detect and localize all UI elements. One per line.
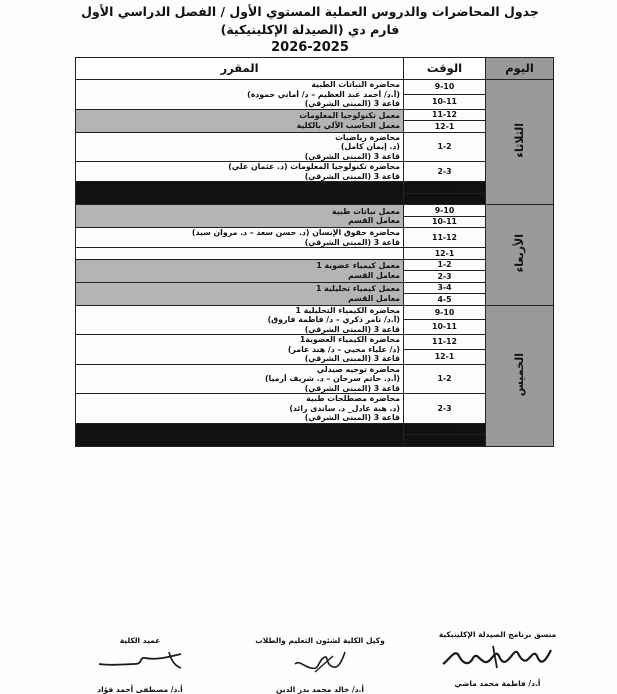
course-line: (أ.د. حاتم سرحان – د. شريف أرميا) <box>264 374 400 383</box>
table-row <box>76 305 554 320</box>
course-line: محاضرة النباتات الطبية <box>311 80 400 89</box>
course-line: محاضرة حقوق الإنسان (د. حسن سعد – د. مروان سيد) <box>191 228 400 237</box>
table-row <box>76 228 554 248</box>
table-row <box>76 335 554 350</box>
signature-role: وكيل الكلية لشئون التعليم والطلاب <box>255 636 385 645</box>
course-line: قاعة 3 (المبنى الشرقي) <box>304 151 400 161</box>
table-row <box>76 205 554 217</box>
course-line: محاضرة تكنولوجيا المعلومات (د. عثمان علي) <box>228 162 400 171</box>
lecture-cell <box>76 305 404 335</box>
course-line: قاعة 3 (المبنى الشرقي) <box>304 383 400 393</box>
table-row <box>76 132 554 162</box>
handwritten-signature-icon <box>433 642 563 672</box>
time-cell: 1-2 <box>404 259 486 271</box>
time-cell: 2-3 <box>404 271 486 283</box>
course-line: محاضرة رياضيات <box>335 132 400 142</box>
course-line: قاعة 3 (المبنى الشرقي) <box>304 354 400 363</box>
day-label: الأربعاء <box>512 234 526 273</box>
course-line: معامل القسم <box>348 293 400 303</box>
course-line: (أ.د/ أحمد عبد العظيم – د/ أماني حمودة) <box>247 89 400 99</box>
table-row <box>76 259 554 271</box>
course-line: محاضرة مصطلحات طبية <box>306 394 400 403</box>
lab-session-cell <box>76 109 404 132</box>
empty-slot-cell <box>76 182 404 205</box>
time-cell: 2-3 <box>404 394 486 424</box>
course-line: معمل كيمياء تحليلية 1 <box>315 284 400 293</box>
signature-block-dean <box>75 636 205 694</box>
time-cell: 4-5 <box>404 193 486 205</box>
handwritten-signature-icon <box>85 648 195 674</box>
lecture-cell <box>76 335 404 365</box>
course-line: معامل القسم <box>348 216 400 225</box>
course-line: (أ.د/ تامر ذكري – د/ فاطمة فاروق) <box>267 315 400 324</box>
time-cell: 12-1 <box>404 121 486 133</box>
lecture-cell <box>76 80 404 110</box>
signature-name: أ.د/ خالد محمد بدر الدين <box>276 685 364 694</box>
time-cell: 3-4 <box>404 423 486 435</box>
course-column-header: المقرر <box>76 58 404 80</box>
signature-name: أ.د/ مصطفى أحمد فؤاد <box>97 685 183 694</box>
lecture-cell <box>76 228 404 248</box>
time-cell: 1-2 <box>404 364 486 394</box>
time-cell: 2-3 <box>404 162 486 182</box>
table-row <box>76 282 554 294</box>
course-line: معمل الحاسب الآلي بالكلية <box>296 120 400 130</box>
signature-block-vice-dean <box>235 636 405 694</box>
table-row <box>76 423 554 435</box>
schedule-title: جدول المحاضرات والدروس العملية المستوي الأول / الفصل الدراسي الأول <box>81 4 539 19</box>
time-cell: 10-11 <box>404 216 486 228</box>
signature-role: منسق برنامج الصيدلة الإكلينيكية <box>438 630 557 639</box>
lecture-cell <box>76 364 404 394</box>
signature-role: عميد الكلية <box>119 636 161 645</box>
table-row <box>76 248 554 260</box>
course-line: (د. إيمان كامل) <box>340 142 400 151</box>
day-cell <box>486 80 554 205</box>
time-cell: 11-12 <box>404 228 486 248</box>
day-label: الثلاثاء <box>512 123 526 159</box>
lab-session-cell <box>76 282 404 305</box>
table-header-row <box>76 58 554 80</box>
time-cell: 10-11 <box>404 320 486 335</box>
day-cell <box>486 305 554 446</box>
schedule-table <box>75 57 554 447</box>
academic-year: 2026-2025 <box>271 40 349 55</box>
program-name: فارم دي (الصيدلة الإكلينيكية) <box>220 22 400 37</box>
day-label: الخميس <box>512 352 526 396</box>
lecture-cell <box>76 394 404 424</box>
time-cell: 9-10 <box>404 305 486 320</box>
course-line: قاعة 3 (المبنى الشرقي) <box>304 413 400 422</box>
course-line: معمل نباتات طبية <box>331 206 400 216</box>
course-line: قاعة 3 (المبنى الشرقي) <box>304 237 400 247</box>
time-cell: 9-10 <box>404 205 486 217</box>
course-line: محاضرة توجيه صيدلي <box>316 364 400 374</box>
course-line: معمل تكنولوجيا المعلومات <box>299 111 400 120</box>
course-line: قاعة 3 (المبنى الشرقي) <box>304 171 400 181</box>
time-cell: 11-12 <box>404 335 486 350</box>
time-cell: 1-2 <box>404 132 486 162</box>
time-cell: 10-11 <box>404 94 486 109</box>
time-cell: 3-4 <box>404 182 486 194</box>
course-line: محاضرة الكيمياء التحليلية 1 <box>295 305 400 315</box>
table-row <box>76 80 554 95</box>
table-row <box>76 182 554 194</box>
course-line: محاضرة الكيمياء العضوية1 <box>299 335 400 344</box>
time-cell: 11-12 <box>404 109 486 121</box>
time-cell: 9-10 <box>404 80 486 95</box>
signature-block-coordinator <box>425 630 570 688</box>
course-line: (د. هبة عادل_ د. ساندى رائد) <box>289 403 400 413</box>
empty-slot-cell <box>76 423 404 446</box>
table-row <box>76 162 554 182</box>
table-row <box>76 364 554 394</box>
lecture-cell <box>76 132 404 162</box>
time-cell: 12-1 <box>404 349 486 364</box>
lab-session-cell <box>76 259 404 282</box>
course-line: معامل القسم <box>348 270 400 280</box>
time-cell: 12-1 <box>404 248 486 260</box>
time-cell: 4-5 <box>404 435 486 447</box>
course-line: معمل كيمياء عضوية 1 <box>316 261 400 270</box>
time-cell: 4-5 <box>404 294 486 306</box>
lab-session-cell <box>76 205 404 228</box>
signature-name: أ.د/ فاطمة محمد ماضي <box>454 679 541 688</box>
empty-slot-cell <box>76 248 404 260</box>
course-line: قاعة 3 (المبنى الشرقي) <box>304 99 400 108</box>
time-column-header: الوقت <box>404 58 486 80</box>
time-cell: 3-4 <box>404 282 486 294</box>
day-column-header: اليوم <box>486 58 554 80</box>
table-row <box>76 109 554 121</box>
course-line: (د/ علياء محيي – د/ هند عامر) <box>287 344 400 354</box>
lecture-cell <box>76 162 404 182</box>
table-row <box>76 394 554 424</box>
handwritten-signature-icon <box>275 648 365 676</box>
course-line: قاعة 3 (المبنى الشرقي) <box>304 324 400 334</box>
day-cell <box>486 205 554 306</box>
